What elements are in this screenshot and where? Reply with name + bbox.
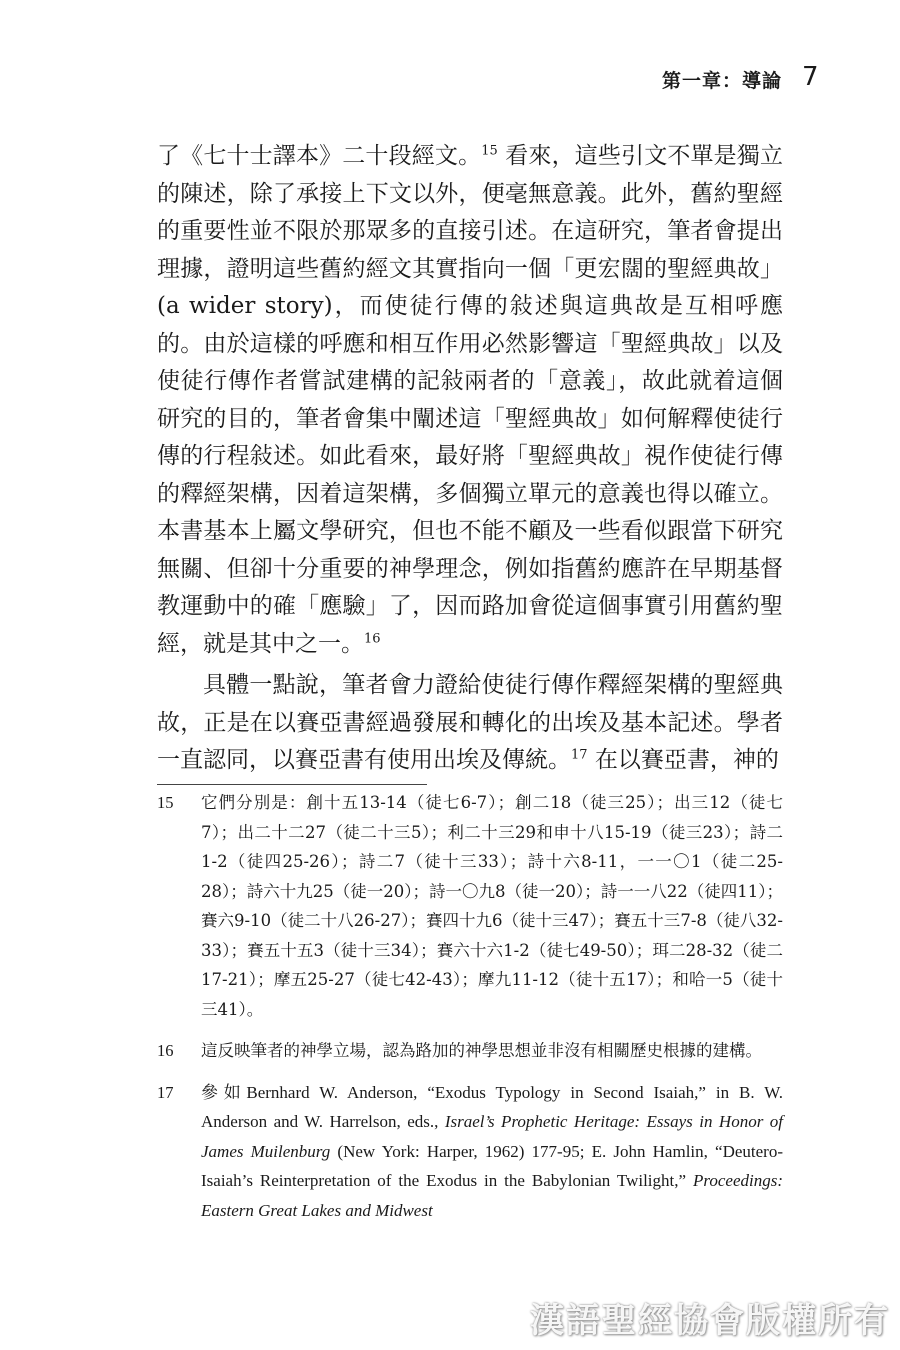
footnotes xyxy=(157,788,783,1237)
footnote-number: 15 xyxy=(157,793,174,812)
footnote-17-part-a: 參如Bernhard W. Anderson, “Exodus Typology in Second Isaiah,” in B. W. Anderson and W. Harrelson, eds., xyxy=(201,1082,783,1131)
paragraph-1-part-a: 了《七十士譯本》二十段經文。 xyxy=(157,143,482,169)
footnote-ref-16[interactable]: 16 xyxy=(364,630,381,646)
paragraph-2-part-b: 在以賽亞書，神的 xyxy=(587,747,779,773)
chapter-title: 第一章：導論 xyxy=(661,70,782,92)
paragraph-1-part-b: 看來，這些引文不單是獨立的陳述，除了承接上下文以外，便毫無意義。此外，舊約聖經的重要性並不限於那眾多的直接引述。在這研究，筆者會提出理據，證明這些舊約經文其實指向一個「更宏闊的聖經典故」(a wider story)，而使徒行傳的敍述與這典故是互相呼應的。由於這樣的呼應和相互作用必然影響這「聖經典故」以及使徒行傳作者嘗試建構的記敍兩者的「意義」，故此就着這個研究的目的，筆者會集中闡述這「聖經典故」如何解釋使徒行傳的行程敍述。如此看來，最好將「聖經典故」視作使徒行傳的釋經架構，因着這架構，多個獨立單元的意義也得以確立。本書基本上屬文學研究，但也不能不顧及一些看似跟當下研究無關、但卻十分重要的神學理念，例如指舊約應許在早期基督教運動中的確「應驗」了，因而路加會從這個事實引用舊約聖經，就是其中之一。 xyxy=(157,143,784,657)
footnote-15 xyxy=(157,788,783,1024)
main-text xyxy=(157,138,783,780)
running-header xyxy=(662,66,782,93)
paragraph-2 xyxy=(157,667,783,780)
copyright-watermark: 漢語聖經協會版權所有 xyxy=(530,1301,890,1341)
footnote-text: 這反映筆者的神學立場，認為路加的神學思想並非沒有相關歷史根據的建構。 xyxy=(201,1041,762,1060)
footnote-17-journal-title: Proceedings: Eastern Great Lakes and Midwest xyxy=(201,1171,783,1220)
footnote-number: 17 xyxy=(157,1082,174,1102)
footnote-text xyxy=(201,1078,783,1226)
paragraph-1 xyxy=(157,138,783,663)
paragraph-2-part-a: 具體一點說，筆者會力證給使徒行傳作釋經架構的聖經典故，正是在以賽亞書經過發展和轉化的出埃及基本記述。學者一直認同，以賽亞書有使用出埃及傳統。 xyxy=(157,672,783,773)
footnote-text: 它們分別是：創十五13-14（徒七6-7）；創二18（徒三25）；出三12（徒七7）；出二十二27（徒二十三5）；利二十三29和申十八15-19（徒三23）；詩二1-2（徒四25-26）；詩二7（徒十三33）；詩十六8-11，一一〇1（徒二25-28）；詩六十九25（徒一20）；詩一〇九8（徒一20）；詩一一八22（徒四11）；賽六9-10（徒二十八26-27）；賽四十九6（徒十三47）；賽五十三7-8（徒八32-33）；賽五十五3（徒十三34）；賽六十六1-2（徒七49-50）；珥二28-32（徒二17-21）；摩五25-27（徒七42-43）；摩九11-12（徒十五17）；和哈一5（徒十三41）。 xyxy=(201,793,783,1019)
footnote-17-book-title: Israel’s Prophetic Heritage: Essays in Honor of James Muilenburg xyxy=(201,1112,783,1161)
footnote-divider xyxy=(157,784,427,785)
footnote-number: 16 xyxy=(157,1041,174,1060)
footnote-17-part-b: (New York: Harper, 1962) 177-95; E. John Hamlin, “Deutero-Isaiah’s Reinterpretation of the Exodus in the Babylonian Twilight,” xyxy=(201,1141,784,1190)
footnote-ref-15[interactable]: 15 xyxy=(481,143,498,159)
page-number: 7 xyxy=(802,62,819,92)
footnote-16 xyxy=(157,1036,783,1066)
footnote-17 xyxy=(157,1078,783,1226)
footnote-ref-17[interactable]: 17 xyxy=(571,747,588,763)
